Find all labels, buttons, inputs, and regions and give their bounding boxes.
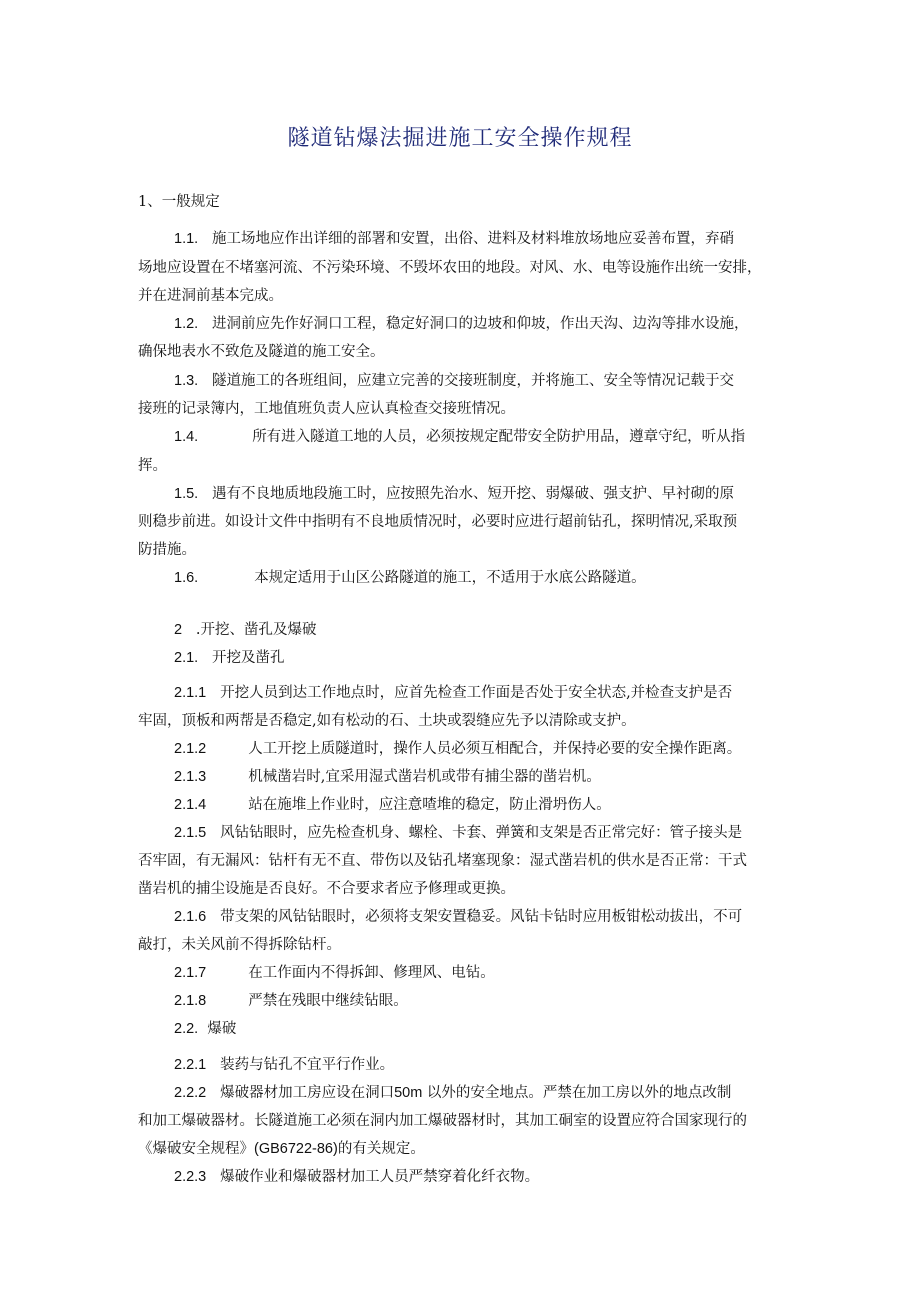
clause-number: 2.1.8: [174, 993, 207, 1009]
clause-text: 爆破作业和爆破器材加工人员严禁穿着化纤衣物。: [220, 1169, 540, 1185]
clause-text: 站在施堆上作业时，应注意喳堆的稳定，防止滑坍伤人。: [248, 797, 611, 813]
paragraph-line: [174, 1167, 539, 1187]
regulation-code: (GB6722-86): [254, 1141, 338, 1157]
paragraph-line: [174, 823, 742, 843]
clause-text: 人工开挖上质隧道时，操作人员必须互相配合，并保持必要的安全操作距离。: [248, 741, 742, 757]
clause-text: 施工场地应作出详细的部署和安置，出俗、进料及材料堆放场地应妥善布置，弃硝: [212, 231, 735, 247]
clause-text: 机械凿岩时,宜采用湿式凿岩机或带有捕尘器的凿岩机。: [248, 769, 601, 785]
subsection-title: 爆破: [207, 1021, 237, 1037]
paragraph-line: 并在进洞前基本完成。: [138, 288, 283, 304]
paragraph-line: [174, 371, 734, 391]
document-title: 隧道钻爆法掘进施工安全操作规程: [287, 126, 633, 151]
clause-text: 隧道施工的各班组间，应建立完善的交接班制度，并将施工、安全等情况记载于交: [212, 373, 735, 389]
subsection-number: 2.2.: [174, 1021, 199, 1037]
clause-number: 1.2.: [174, 316, 199, 332]
paragraph-line: 牢固，顶板和两帮是否稳定,如有松动的石、土块或裂缝应先予以清除或支护。: [138, 713, 636, 729]
clause-text: 以外的安全地点。严禁在加工房以外的地点改制: [426, 1085, 732, 1101]
clause-text: 风钻钻眼时，应先检查机身、螺栓、卡套、弹簧和支架是否正常完好：管子接头是: [220, 825, 743, 841]
clause-number: 2.2.1: [174, 1057, 207, 1073]
paragraph-line: 和加工爆破器材。长隧道施工必须在洞内加工爆破器材时，其加工硐室的设置应符合国家现行的: [138, 1113, 747, 1129]
clause-text: 在工作面内不得拆卸、修理风、电钻。: [248, 965, 495, 981]
clause-text: 遇有不良地质地段施工时，应按照先治水、短开挖、弱爆破、强支护、早衬砌的原: [212, 486, 735, 502]
clause-number: 2.1.5: [174, 825, 207, 841]
paragraph-line: 防措施。: [138, 542, 196, 558]
clause-text: 装药与钻孔不宜平行作业。: [220, 1057, 395, 1073]
section-heading: [174, 620, 317, 640]
paragraph-line: [174, 484, 734, 504]
clause-number: 1.5.: [174, 486, 199, 502]
clause-number: 1.3.: [174, 373, 199, 389]
paragraph-line: 场地应设置在不堵塞河流、不污染环境、不毁坏农田的地段。对风、水、电等设施作出统一安排，: [138, 260, 762, 276]
paragraph-line: [174, 1083, 731, 1103]
paragraph-line: [174, 314, 749, 334]
clause-number: 2.1.2: [174, 741, 207, 757]
paragraph-line: [174, 907, 742, 927]
section-heading: 1、一般规定: [138, 194, 220, 210]
clause-text: 所有进入隧道工地的人员，必须按规定配带安全防护用品，遵章守纪，听从指: [252, 429, 746, 445]
clause-text: 开挖人员到达工作地点时，应首先检查工作面是否处于安全状态,并检查支护是否: [220, 685, 733, 701]
paragraph-line: [174, 427, 745, 447]
subsection-number: 2.1.: [174, 650, 199, 666]
clause-number: 2.1.1: [174, 685, 207, 701]
paragraph-line: 挥。: [138, 458, 167, 474]
regulation-title: 《爆破安全规程》: [138, 1141, 254, 1157]
section-number: 2: [174, 622, 183, 638]
paragraph-line: [138, 1139, 425, 1159]
paragraph-line: 则稳步前进。如设计文件中指明有不良地质情况时，必要时应进行超前钻孔，探明情况,采取预: [138, 514, 738, 530]
paragraph-line: 确保地表水不致危及隧道的施工安全。: [138, 344, 385, 360]
paragraph-line: 否牢固，有无漏风：钻杆有无不直、带伤以及钻孔堵塞现象：湿式凿岩机的供水是否正常：干式: [138, 853, 747, 869]
paragraph-line: 敲打，未关风前不得拆除钻杆。: [138, 937, 341, 953]
clause-number: 2.2.3: [174, 1169, 207, 1185]
clause-text: 的有关规定。: [337, 1141, 425, 1157]
paragraph-line: [174, 568, 646, 588]
clause-number: 2.1.4: [174, 797, 207, 813]
paragraph-line: [174, 963, 495, 983]
clause-number: 2.2.2: [174, 1085, 207, 1101]
paragraph-line: [174, 991, 408, 1011]
paragraph-line: [174, 683, 732, 703]
paragraph-line: [174, 1055, 394, 1075]
clause-text: 带支架的风钻钻眼时，必须将支架安置稳妥。风钻卡钻时应用板钳松动拔出，不可: [220, 909, 743, 925]
clause-number: 1.6.: [174, 570, 199, 586]
clause-text: 本规定适用于山区公路隧道的施工，不适用于水底公路隧道。: [254, 570, 646, 586]
clause-number: 2.1.3: [174, 769, 207, 785]
clause-text: 严禁在残眼中继续钻眼。: [248, 993, 408, 1009]
paragraph-line: [174, 229, 734, 249]
clause-text: 爆破器材加工房应设在洞口: [220, 1085, 395, 1101]
paragraph-line: [174, 767, 601, 787]
subsection-title: 开挖及凿孔: [212, 650, 285, 666]
clause-number: 1.4.: [174, 429, 199, 445]
subsection-heading: [174, 1019, 236, 1039]
paragraph-line: 凿岩机的捕尘设施是否良好。不合要求者应予修理或更换。: [138, 881, 515, 897]
paragraph-line: [174, 739, 741, 759]
subsection-heading: [174, 648, 285, 668]
paragraph-line: [174, 795, 611, 815]
distance-value: 50m: [394, 1085, 423, 1101]
clause-text: 进洞前应先作好洞口工程，稳定好洞口的边坡和仰坡，作出天沟、边沟等排水设施，: [212, 316, 749, 332]
clause-number: 2.1.6: [174, 909, 207, 925]
clause-number: 1.1.: [174, 231, 199, 247]
paragraph-line: 接班的记录簿内，工地值班负责人应认真检查交接班情况。: [138, 401, 515, 417]
clause-number: 2.1.7: [174, 965, 207, 981]
section-title: .开挖、凿孔及爆破: [195, 622, 317, 638]
